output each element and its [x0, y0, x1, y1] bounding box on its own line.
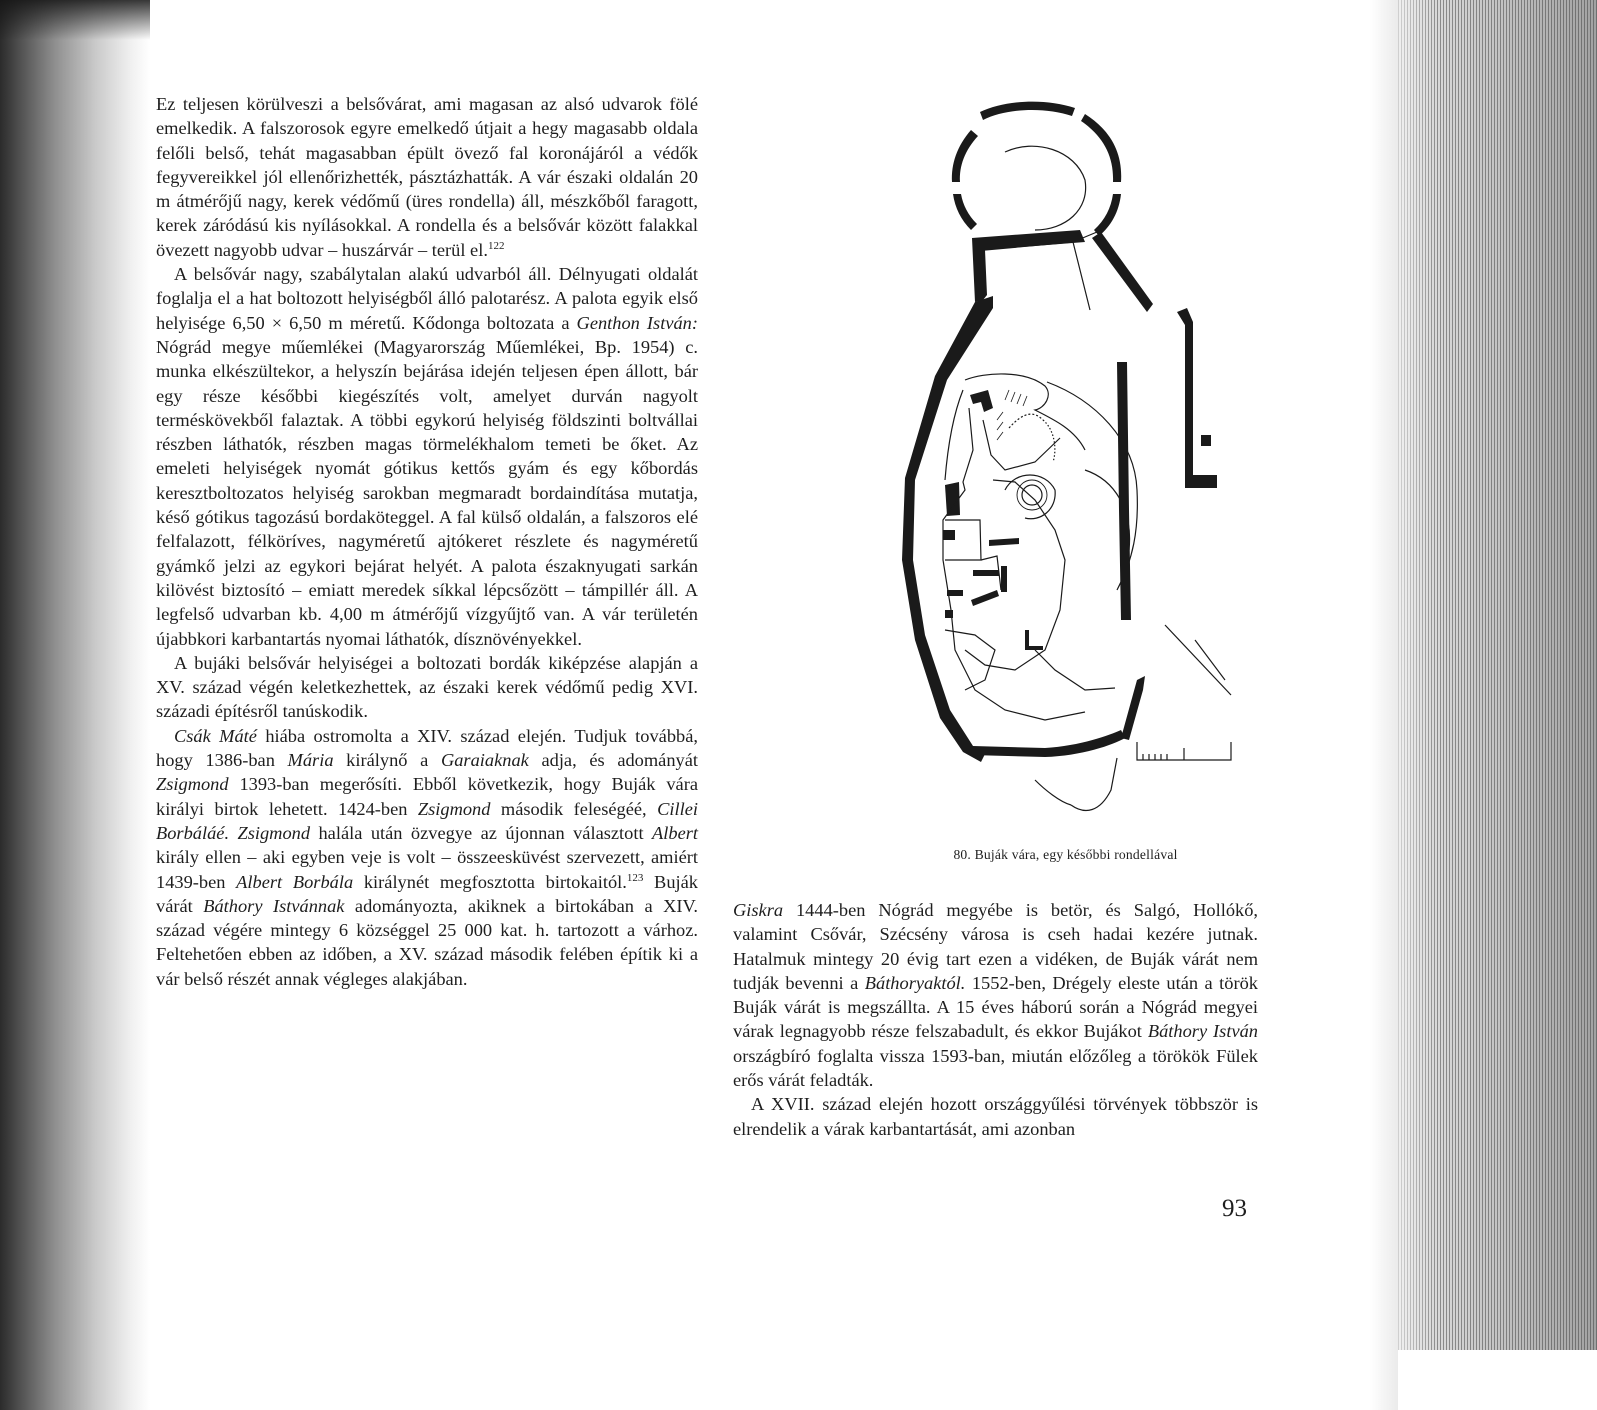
page-number: 93 [1222, 1195, 1247, 1222]
paragraph-6: A XVII. század elején hozott országgyűlési törvények többször is elrendelik a várak karbantartását, ami azonban [733, 1094, 1258, 1139]
paragraph-2: A belsővár nagy, szabálytalan alakú udvarból áll. Délnyugati oldalát foglalja el a hat boltozott helyiségből álló palotarész. A palota egyik első helyisége 6,50 × 6,50 m méretű. Kődonga boltozata a Genthon István: Nógrád megye műemlékei (Magyarország Műemlékei, Bp. 1954) c. munka elkészültekor, a helyszín bejárása idején teljesen épen állott, bár egy része későbbi kiegészítés volt, amelyet durván nagyolt terméskövekből falaztak. A többi egykorú helyiség földszinti boltvállai részben láthatók, részben magas törmelékhalom temeti be őket. Az emeleti helyiségek nyomát gótikus kettős gyám és egy kőbordás keresztboltozatos helyiség sarokban megmaradt bordaindítása mutatja, késő gótikus tagozású bordaköteggel. A fal külső oldalán, a falszoros elé felfalazott, félköríves, nagyméretű ajtókeret részlete és nagyméretű gyámkő jelzi az egykori bejárat helyét. A palota északnyugati sarkán kilövést biztosító – emiatt meredek síkkal lépcsőzött – támpillér áll. A legfelső udvarban kb. 4,00 m átmérőjű vízgyűjtő van. A vár területén újabbkori karbantartás nyomai láthatók, dísznövényekkel. [156, 264, 698, 649]
scan-shadow-top [0, 0, 150, 40]
figure-caption: 80. Buják vára, egy későbbi rondellával [953, 847, 1178, 862]
book-page-edges-bottom [1398, 1350, 1597, 1410]
castle-plan-drawing [885, 90, 1265, 850]
author-name: Genthon István: [576, 312, 698, 333]
right-text-column [733, 898, 1258, 1141]
paragraph-5: Giskra 1444-ben Nógrád megyébe is betör, és Salgó, Hollókő, valamint Csővár, Szécsény városa is cseh hadai kezére jutnak. Hatalmuk mintegy 20 évig tart ezen a vidéken, de Buják várát nem tudják bevenni a Báthoryaktól. 1552-ben, Drégely eleste után a török Buják várát is megszállta. A 15 éves háború során a Nógrád megyei várak legnagyobb része felszabadult, és ekkor Bujákot Báthory István országbíró foglalta vissza 1593-ban, miután előzőleg a törökök Fülek erős várát feladták. [733, 900, 1259, 1091]
paragraph-1: Ez teljesen körülveszi a belsővárat, ami magasan az alsó udvarok fölé emelkedik. A falszorosok egyre emelkedő útjait a hegy magasabb oldala felőli belső, tehát magasabban épült övező fal koronájáról a védők fegyvereikkel jól ellenőrizhették, pásztázhatták. A vár északi oldalán 20 m átmérőjű nagy, kerek védőmű (üres rondella) áll, mészkőből faragott, kerek záródású kis nyílásokkal. A rondella és a belsővár között falakkal övezett nagyobb udvar – huszárvár – terül el.$^{122}$ [156, 94, 698, 260]
paragraph-4: Csák Máté hiába ostromolta a XIV. század elején. Tudjuk továbbá, hogy 1386-ban Mária királynő a Garaiaknak adja, és adományát Zsigmond 1393-ban megerősíti. Ebből következik, hogy Buják vára királyi birtok lehetett. 1424-ben Zsigmond második feleségéé, Cillei Borbáláé. Zsigmond halála után özvegye az újonnan választott Albert király ellen – aki egyben veje is volt – összeesküvést szervezett, amiért 1439-ben Albert Borbála királynét megfosztotta birtokaitól.$^{123}$ Buják várát Báthory Istvánnak adományozta, akiknek a birtokában a XIV. század végére mintegy 6 községgel 25 000 kat. h. tartozott a várhoz. Feltehetően ebben az időben, a XV. század második felében építik ki a vár belső részét annak végleges alakjában. [156, 725, 699, 989]
scan-shadow-left [0, 0, 150, 1410]
paragraph-3: A bujáki belsővár helyiségei a boltozati bordák kiképzése alapján a XV. század végén keletkezhettek, az északi kerek védőmű pedig XVI. századi építésről tanúskodik. [156, 652, 698, 722]
footnote-ref-123: 123 [626, 871, 644, 884]
left-text-column [156, 92, 698, 991]
castle-floor-plan [885, 90, 1265, 850]
page-curl-shade [1370, 0, 1400, 1410]
book-page-edges-shade [1398, 0, 1597, 1410]
footnote-ref-122: 122 [487, 239, 505, 252]
